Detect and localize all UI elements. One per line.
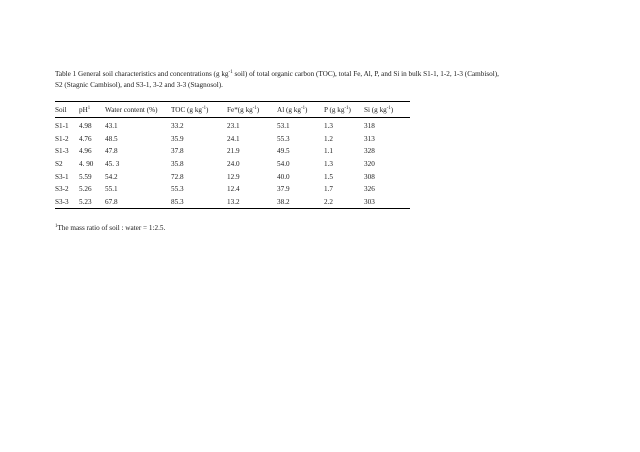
table-cell: 24.0 bbox=[227, 160, 240, 169]
caption-text-2: soil) of total organic carbon (TOC), total Fe, Al, P, and Si in bulk S1-1, 1-2, 1-3 (Cambisol), bbox=[232, 70, 499, 78]
table-cell: 12.4 bbox=[227, 185, 240, 194]
column-header-text: TOC (g kg bbox=[171, 105, 203, 114]
table-cell: 4.76 bbox=[79, 134, 92, 143]
table-cell: 43.1 bbox=[105, 122, 118, 131]
table-cell: 67.8 bbox=[105, 197, 118, 206]
table-cell: 5.26 bbox=[79, 185, 92, 194]
column-header-suffix: ) bbox=[348, 105, 351, 114]
column-header-text: pH bbox=[79, 105, 88, 114]
table-cell: 1.3 bbox=[324, 160, 333, 169]
column-header bbox=[171, 102, 227, 118]
column-header bbox=[277, 102, 324, 118]
table-cell: 40.0 bbox=[277, 172, 290, 181]
table-cell: 24.1 bbox=[227, 134, 240, 143]
table-row bbox=[55, 145, 410, 158]
table-cell: 1.1 bbox=[324, 147, 333, 156]
table-cell: 48.5 bbox=[105, 134, 118, 143]
table-cell: 23.1 bbox=[227, 122, 240, 131]
table-row bbox=[55, 133, 410, 146]
caption-text-1: Table 1 General soil characteristics and concentrations (g kg bbox=[55, 70, 229, 78]
table-cell: 45. 3 bbox=[105, 160, 120, 169]
table-cell: S3-3 bbox=[55, 197, 69, 206]
table-cell: 33.2 bbox=[171, 122, 184, 131]
table-cell: 35.8 bbox=[171, 160, 184, 169]
table-cell: 5.23 bbox=[79, 197, 92, 206]
table-row bbox=[55, 183, 410, 196]
table-cell: 55.1 bbox=[105, 185, 118, 194]
table-body bbox=[55, 118, 410, 209]
table-cell: 55.3 bbox=[277, 134, 290, 143]
table-cell: 328 bbox=[364, 147, 375, 156]
table-cell: 1.7 bbox=[324, 185, 333, 194]
footnote-marker: 1 bbox=[55, 224, 58, 229]
table-footnote bbox=[55, 224, 165, 232]
column-header bbox=[227, 102, 277, 118]
table-cell: 49.5 bbox=[277, 147, 290, 156]
table-cell: 308 bbox=[364, 172, 375, 181]
table-cell: 318 bbox=[364, 122, 375, 131]
table-row bbox=[55, 170, 410, 183]
table-cell: 303 bbox=[364, 197, 375, 206]
table-cell: 37.9 bbox=[277, 185, 290, 194]
table-header-row bbox=[55, 102, 410, 118]
soil-table-container bbox=[55, 101, 410, 209]
table-cell: 4.98 bbox=[79, 122, 92, 131]
table-caption bbox=[55, 69, 595, 91]
table-cell: 54.0 bbox=[277, 160, 290, 169]
table-cell: 12.9 bbox=[227, 172, 240, 181]
column-header bbox=[324, 102, 364, 118]
table-cell: S2 bbox=[55, 160, 63, 169]
table-cell: 320 bbox=[364, 160, 375, 169]
column-header-superscript: -1 bbox=[344, 105, 349, 111]
table-cell: 37.8 bbox=[171, 147, 184, 156]
table-cell: 1.3 bbox=[324, 122, 333, 131]
table-cell: S1-3 bbox=[55, 147, 69, 156]
table-cell: 4.96 bbox=[79, 147, 92, 156]
column-header-suffix: ) bbox=[256, 105, 260, 114]
table-cell: 313 bbox=[364, 134, 375, 143]
table-cell: S1-1 bbox=[55, 122, 69, 131]
table-cell: 4. 90 bbox=[79, 160, 94, 169]
table-cell: 85.3 bbox=[171, 197, 184, 206]
table-cell: 13.2 bbox=[227, 197, 240, 206]
table-cell: 1.5 bbox=[324, 172, 333, 181]
table-cell: 53.1 bbox=[277, 122, 290, 131]
column-header-text: Water content (%) bbox=[105, 105, 158, 114]
column-header bbox=[55, 102, 79, 118]
table-row bbox=[55, 158, 410, 171]
table-cell: 5.59 bbox=[79, 172, 92, 181]
column-header-superscript: -1 bbox=[386, 105, 391, 111]
caption-superscript: -1 bbox=[228, 70, 233, 75]
column-header-superscript: 1 bbox=[87, 105, 91, 111]
column-header-suffix: ) bbox=[206, 105, 209, 114]
table-row bbox=[55, 118, 410, 133]
column-header bbox=[79, 102, 105, 118]
table-cell: 47.8 bbox=[105, 147, 118, 156]
table-cell: 1.2 bbox=[324, 134, 333, 143]
column-header-suffix: ) bbox=[390, 105, 394, 114]
column-header-text: Soil bbox=[55, 105, 67, 114]
column-header-text: Al (g kg bbox=[277, 105, 301, 114]
caption-line-2: S2 (Stagnic Cambisol), and S3-1, 3-2 and 3-3 (Stagnosol). bbox=[55, 81, 223, 89]
table-cell: 54.2 bbox=[105, 172, 118, 181]
table-row bbox=[55, 196, 410, 209]
table-cell: S1-2 bbox=[55, 134, 69, 143]
column-header-text: Fe*(g kg bbox=[227, 105, 253, 114]
column-header-superscript: -1 bbox=[300, 105, 305, 111]
column-header-suffix: ) bbox=[304, 105, 308, 114]
table-cell: 2.2 bbox=[324, 197, 333, 206]
table-cell: 21.9 bbox=[227, 147, 240, 156]
table-cell: 326 bbox=[364, 185, 375, 194]
table-cell: 72.8 bbox=[171, 172, 184, 181]
table-cell: 38.2 bbox=[277, 197, 290, 206]
column-header-text: P (g kg bbox=[324, 105, 345, 114]
column-header-text: Si (g kg bbox=[364, 105, 387, 114]
table-cell: S3-1 bbox=[55, 172, 69, 181]
table-cell: 35.9 bbox=[171, 134, 184, 143]
column-header-superscript: -1 bbox=[202, 105, 207, 111]
footnote-text: The mass ratio of soil : water = 1:2.5. bbox=[57, 224, 166, 232]
column-header bbox=[105, 102, 171, 118]
soil-characteristics-table bbox=[55, 101, 410, 209]
table-cell: S3-2 bbox=[55, 185, 69, 194]
column-header bbox=[364, 102, 410, 118]
column-header-superscript: -1 bbox=[252, 105, 257, 111]
table-cell: 55.3 bbox=[171, 185, 184, 194]
